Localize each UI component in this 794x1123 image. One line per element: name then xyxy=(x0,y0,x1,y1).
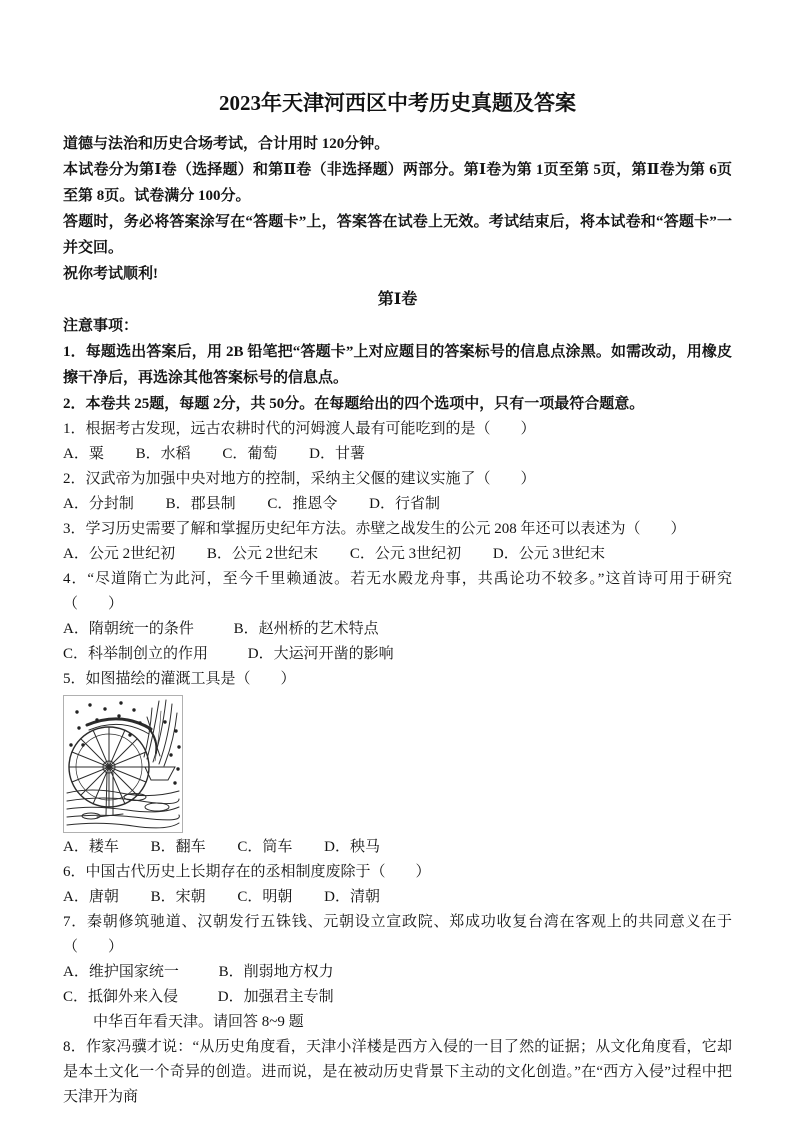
question-2-stem: 2．汉武帝为加强中央对地方的控制，采纳主父偃的建议实施了（ ） xyxy=(63,471,536,487)
question-4-options-line-2 xyxy=(63,642,732,667)
question-6-options xyxy=(63,885,732,910)
question-7-options-line-2 xyxy=(63,985,732,1010)
question-2 xyxy=(63,467,732,517)
option-d: D．甘薯 xyxy=(309,446,365,462)
question-8 xyxy=(63,1035,732,1110)
questions-8-9-context-line: 中华百年看天津。请回答 8~9 题 xyxy=(93,1014,304,1030)
question-8-stem: 8．作家冯骥才说：“从历史角度看，天津小洋楼是西方入侵的一目了然的证据；从文化角度看，它却是本土文化一个奇异的创造。进而说，是在被动历史背景下主动的文化创造。”在“西方入侵”过程中把天津开为商 xyxy=(63,1039,732,1105)
question-6-stem: 6．中国古代历史上长期存在的丞相制度废除于（ ） xyxy=(63,864,431,880)
option-c: C．葡萄 xyxy=(222,446,278,462)
option-c: C．筒车 xyxy=(237,839,293,855)
question-3 xyxy=(63,517,732,567)
option-b: B．削弱地方权力 xyxy=(218,964,334,980)
question-1-options xyxy=(63,442,732,467)
question-6 xyxy=(63,860,732,910)
question-5-options xyxy=(63,835,732,860)
option-b: B．宋朝 xyxy=(150,889,206,905)
option-a: A．粟 xyxy=(63,446,104,462)
question-5-stem: 5．如图描绘的灌溉工具是（ ） xyxy=(63,671,296,687)
question-4-options-line-1 xyxy=(63,617,732,642)
option-b: B．赵州桥的艺术特点 xyxy=(233,621,379,637)
question-5-figure xyxy=(63,695,732,833)
option-d: D．公元 3世纪末 xyxy=(492,546,605,562)
question-3-options xyxy=(63,542,732,567)
question-7-options-line-1 xyxy=(63,960,732,985)
option-d: D．大运河开凿的影响 xyxy=(247,646,394,662)
option-c: C．科举制创立的作用 xyxy=(63,646,209,662)
part1-heading: 第Ⅰ卷 xyxy=(377,291,418,308)
option-a: A．唐朝 xyxy=(63,889,119,905)
option-a: A．分封制 xyxy=(63,496,134,512)
option-b: B．翻车 xyxy=(150,839,206,855)
option-d: D．秧马 xyxy=(324,839,380,855)
option-b: B．水稻 xyxy=(135,446,191,462)
question-4-stem: 4．“尽道隋亡为此河，至今千里赖通波。若无水殿龙舟事，共禹论功不较多。”这首诗可用于研究（ ） xyxy=(63,571,732,612)
option-b: B．公元 2世纪末 xyxy=(206,546,319,562)
option-a: A．耧车 xyxy=(63,839,119,855)
option-d: D．清朝 xyxy=(324,889,380,905)
option-c: C．推恩令 xyxy=(267,496,338,512)
question-1 xyxy=(63,417,732,467)
option-d: D．加强君主专制 xyxy=(217,989,334,1005)
page-title: 2023年天津河西区中考历史真题及答案 xyxy=(219,91,576,115)
note-1: 1．每题选出答案后，用 2B 铅笔把“答题卡”上对应题目的答案标号的信息点涂黑。如需改动，用橡皮擦干净后，再选涂其他答案标号的信息点。 xyxy=(63,344,732,386)
exam-instructions xyxy=(63,131,732,287)
question-4 xyxy=(63,567,732,667)
question-7-stem: 7．秦朝修筑驰道、汉朝发行五铢钱、元朝设立宣政院、郑成功收复台湾在客观上的共同意义在于（ ） xyxy=(63,914,732,955)
option-b: B．郡县制 xyxy=(165,496,236,512)
answer-notes xyxy=(63,313,732,417)
intro-line-3: 答题时，务必将答案涂写在“答题卡”上，答案答在试卷上无效。考试结束后，将本试卷和“答题卡”一并交回。 xyxy=(63,214,732,256)
question-7 xyxy=(63,910,732,1035)
option-c: C．抵御外来入侵 xyxy=(63,989,179,1005)
waterwheel-illustration xyxy=(63,695,183,833)
notes-heading: 注意事项： xyxy=(63,318,139,334)
intro-line-2: 本试卷分为第Ⅰ卷（选择题）和第Ⅱ卷（非选择题）两部分。第Ⅰ卷为第 1页至第 5页，第Ⅱ卷为第 6页至第 8页。试卷满分 100分。 xyxy=(63,162,732,204)
note-2: 2．本卷共 25题，每题 2分，共 50分。在每题给出的四个选项中，只有一项最符合题意。 xyxy=(63,396,645,412)
option-a: A．隋朝统一的条件 xyxy=(63,621,194,637)
option-a: A．维护国家统一 xyxy=(63,964,179,980)
option-a: A．公元 2世纪初 xyxy=(63,546,176,562)
option-c: C．公元 3世纪初 xyxy=(349,546,462,562)
intro-line-good-luck: 祝你考试顺利! xyxy=(63,266,158,282)
question-5 xyxy=(63,667,732,860)
question-2-options xyxy=(63,492,732,517)
option-d: D．行省制 xyxy=(369,496,440,512)
questions-list xyxy=(63,417,732,1110)
question-1-stem: 1．根据考古发现，远古农耕时代的河姆渡人最有可能吃到的是（ ） xyxy=(63,421,536,437)
option-c: C．明朝 xyxy=(237,889,293,905)
intro-line-1: 道德与法治和历史合场考试，合计用时 120分钟。 xyxy=(63,136,390,152)
question-3-stem: 3．学习历史需要了解和掌握历史纪年方法。赤壁之战发生的公元 208 年还可以表述为（ ） xyxy=(63,521,686,537)
